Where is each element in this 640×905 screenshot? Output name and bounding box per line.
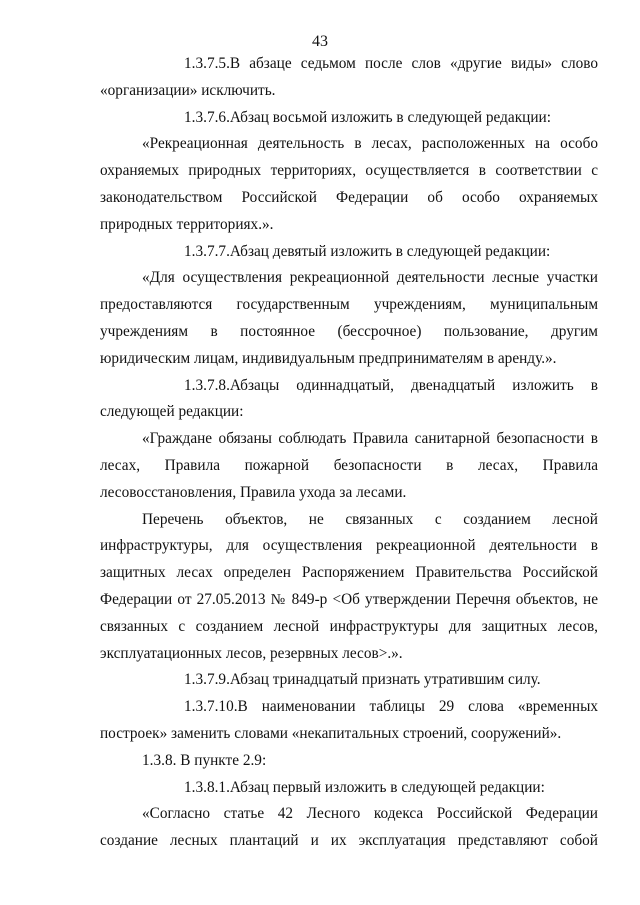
paragraph-1-3-7-7 <box>100 239 598 266</box>
item-text: Абзац тринадцатый признать утратившим силу. <box>229 671 541 689</box>
paragraph-1-3-7-9 <box>100 667 598 694</box>
item-text: Абзац восьмой изложить в следующей редакции: <box>229 108 551 126</box>
document-body <box>100 51 598 855</box>
paragraph-1-3-7-5 <box>100 51 598 105</box>
item-text: В абзаце седьмом после слов «другие виды» слово «организации» исключить. <box>100 55 598 99</box>
paragraph-1-3-8: 1.3.8. В пункте 2.9: <box>142 751 267 769</box>
paragraph-1-3-7-6 <box>100 105 598 132</box>
quoted-paragraph: «Граждане обязаны соблюдать Правила санитарной безопасности в лесах, Правила пожарной безопасности в лесах, Правила лесовосстановления, Правила ухода за лесами. <box>100 430 598 501</box>
item-number: 1.3.7.10. <box>184 698 238 716</box>
paragraph-1-3-8-1 <box>100 775 598 802</box>
item-number: 1.3.7.6. <box>184 108 230 126</box>
item-text: В наименовании таблицы 29 слова «временных построек» заменить словами «некапитальных строений, сооружений». <box>100 698 598 742</box>
paragraph-1-3-7-8 <box>100 373 598 427</box>
item-number: 1.3.8.1. <box>184 778 230 796</box>
quoted-paragraph: «Рекреационная деятельность в лесах, расположенных на особо охраняемых природных территориях, осуществляется в соответствии с законодательством Российской Федерации об особо охраняемых природных территориях.». <box>100 135 598 233</box>
item-text: Абзац девятый изложить в следующей редакции: <box>229 242 551 260</box>
quoted-paragraph: Перечень объектов, не связанных с созданием лесной инфраструктуры, для осуществления рекреационной деятельности в защитных лесах определен Распоряжением Правительства Российской Федерации от 27.05.2013 № 849-р <Об утверждении Перечня объектов, не связанных с созданием лесной инфраструктуры для защитных лесов, эксплуатационных лесов, резервных лесов>.». <box>100 510 598 662</box>
item-number: 1.3.7.7. <box>184 242 230 260</box>
item-text: Абзац первый изложить в следующей редакции: <box>229 778 545 796</box>
item-text: Абзацы одиннадцатый, двенадцатый изложить в следующей редакции: <box>100 376 598 421</box>
quoted-paragraph: «Для осуществления рекреационной деятельности лесные участки предоставляются государственным учреждениям, муниципальным учреждениям в постоянное (бессрочное) пользование, другим юридическим лицам, индивидуальным предпринимателям в аренду.». <box>100 269 598 367</box>
item-number: 1.3.7.8. <box>184 376 230 394</box>
item-number: 1.3.7.5. <box>184 55 230 72</box>
quoted-paragraph-continues: «Согласно статье 42 Лесного кодекса Российской Федерации создание лесных плантаций и их эксплуатация представляют собой <box>100 805 598 850</box>
page-number: 43 <box>312 33 328 50</box>
item-number: 1.3.7.9. <box>184 671 230 689</box>
paragraph-1-3-7-10 <box>100 694 598 748</box>
